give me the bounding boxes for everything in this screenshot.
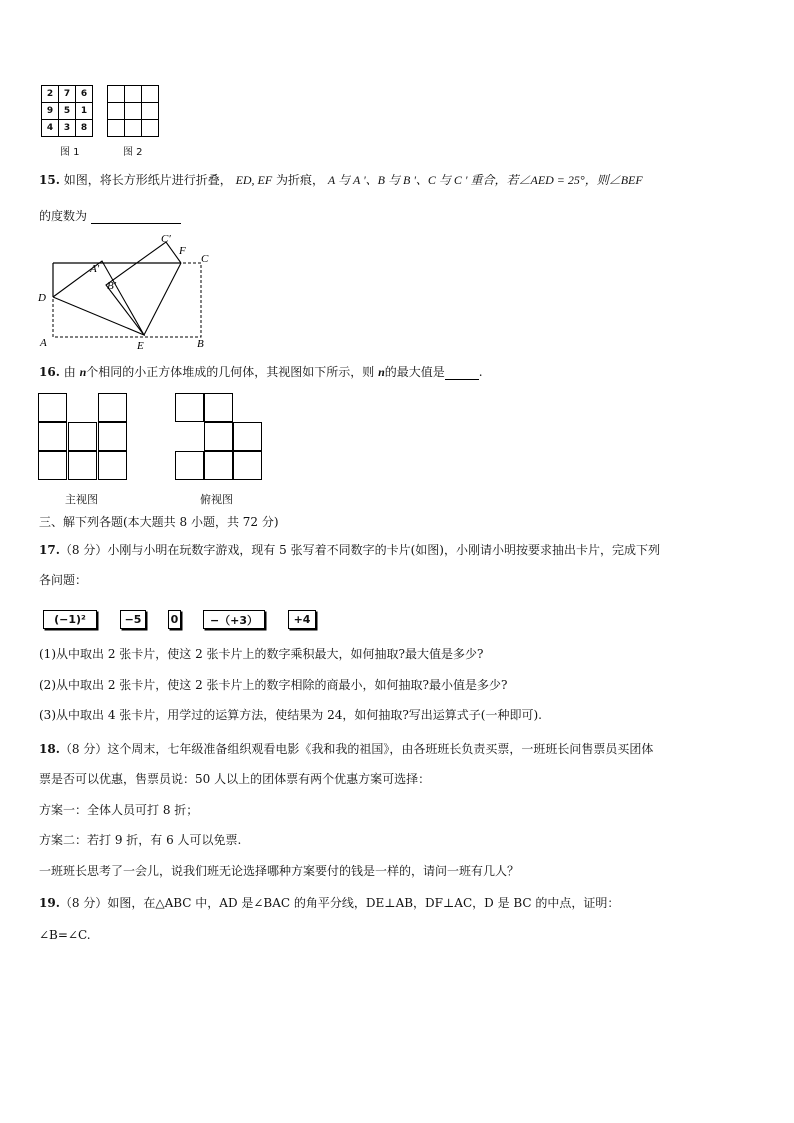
grid-cell <box>142 120 159 137</box>
grid-cell: 6 <box>76 86 93 103</box>
variable-n: n <box>378 365 385 379</box>
number-card: 0 <box>168 610 181 629</box>
question-number: 18. <box>39 742 60 756</box>
question-19-line2: ∠B=∠C. <box>39 928 91 942</box>
question-text: 为折痕， <box>276 173 325 187</box>
figure-2-caption: 图 2 <box>123 147 143 158</box>
crease-ef <box>144 263 181 335</box>
grid-cell: 7 <box>59 86 76 103</box>
cube-square <box>233 422 262 451</box>
label-b-prime: B′ <box>107 280 117 292</box>
number-card: −（+3） <box>203 610 265 629</box>
grid-cell <box>142 103 159 120</box>
number-cards <box>43 610 323 632</box>
question-text: （8 分）如图，在△ABC 中，AD 是∠BAC 的角平分线，DE⊥AB，DF⊥AC，D 是 BC 的中点，证明： <box>59 896 620 910</box>
grid-cell: 8 <box>76 120 93 137</box>
figure-1-grid <box>41 85 93 137</box>
question-number: 19. <box>39 896 60 910</box>
cube-square <box>204 393 233 422</box>
math-creases: ED, EF <box>235 173 273 187</box>
grid-cell: 2 <box>42 86 59 103</box>
cube-square <box>204 422 233 451</box>
cube-square <box>68 451 97 480</box>
question-18-line1 <box>39 741 653 757</box>
grid-cell: 9 <box>42 103 59 120</box>
question-number: 16. <box>39 365 60 379</box>
front-view-figure <box>38 393 128 481</box>
question-text: 的度数为 <box>39 209 88 223</box>
question-17-line1 <box>39 542 660 558</box>
question-18-line5: 一班班长思考了一会儿，说我们班无论选择哪种方案要付的钱是一样的，请问一班有几人？ <box>39 864 520 878</box>
question-17-part2: (2)从中取出 2 张卡片，使这 2 张卡片上的数字相除的商最小，如何抽取?最小值是多少? <box>39 678 508 692</box>
variable-n: n <box>79 365 87 379</box>
label-c: C <box>201 253 209 265</box>
label-d: D <box>38 292 46 304</box>
question-number: 15. <box>39 173 60 187</box>
question-18-plan2: 方案二：若打 9 折，有 6 人可以免票. <box>39 833 242 847</box>
cube-square <box>233 451 262 480</box>
answer-blank[interactable] <box>445 365 479 380</box>
cube-square <box>68 422 97 451</box>
front-view-caption: 主视图 <box>65 493 98 506</box>
answer-blank[interactable] <box>91 209 181 224</box>
label-a-prime: A′ <box>90 263 100 275</box>
cube-square <box>98 422 127 451</box>
folding-diagram <box>36 232 226 352</box>
top-view-caption: 俯视图 <box>200 493 233 506</box>
question-number: 17. <box>39 543 60 557</box>
question-18-line2: 票是否可以优惠，售票员说：50 人以上的团体票有两个优惠方案可选择： <box>39 772 431 786</box>
grid-cell: 3 <box>59 120 76 137</box>
grid-cell <box>108 86 125 103</box>
grid-cell: 1 <box>76 103 93 120</box>
cube-square <box>38 451 67 480</box>
grid-cell <box>108 120 125 137</box>
number-card: +4 <box>288 610 316 629</box>
question-16-text <box>39 364 483 380</box>
number-card: (−1)² <box>43 610 97 629</box>
empty-grid <box>107 85 159 137</box>
question-text: . <box>478 365 483 379</box>
label-c-prime: C′ <box>161 233 171 245</box>
cube-square <box>98 393 127 422</box>
grid-cell <box>125 103 142 120</box>
cube-square <box>175 393 204 422</box>
question-text: 个相同的小正方体堆成的几何体，其视图如下所示，则 <box>86 365 375 379</box>
math-conditions: A 与 A '、B 与 B '、C 与 C ' 重合，若∠AED = 25°，则∠BEF <box>327 173 643 187</box>
label-a: A <box>40 337 47 349</box>
question-text: 如图，将长方形纸片进行折叠， <box>63 173 232 187</box>
label-b: B <box>197 338 204 350</box>
question-15-line2 <box>39 208 181 224</box>
question-18-plan1: 方案一：全体人员可打 8 折； <box>39 803 199 817</box>
question-17-line2: 各问题： <box>39 573 88 587</box>
grid-cell: 4 <box>42 120 59 137</box>
question-19-line1 <box>39 895 619 911</box>
question-text: （8 分）这个周末，七年级准备组织观看电影《我和我的祖国》，由各班班长负责买票，一班班长问售票员买团体 <box>59 742 654 756</box>
question-15-line1 <box>39 172 643 188</box>
section-heading: 三、解下列各题(本大题共 8 小题，共 72 分) <box>39 515 279 529</box>
grid-cell <box>125 120 142 137</box>
question-17-part3: (3)从中取出 4 张卡片，用学过的运算方法，使结果为 24，如何抽取?写出运算式子(一种即可). <box>39 708 542 722</box>
top-view-figure <box>175 393 265 481</box>
cube-square <box>204 451 233 480</box>
label-f: F <box>179 245 186 257</box>
figure-2-grid <box>107 85 159 137</box>
cube-square <box>98 451 127 480</box>
grid-cell: 5 <box>59 103 76 120</box>
grid-cell <box>125 86 142 103</box>
question-text: （8 分）小刚与小明在玩数字游戏，现有 5 张写着不同数字的卡片(如图)，小刚请小明按要求抽出卡片，完成下列 <box>59 543 660 557</box>
magic-square-grid <box>41 85 93 137</box>
cube-square <box>38 393 67 422</box>
cube-square <box>175 451 204 480</box>
question-text: 的最大值是 <box>384 365 445 379</box>
grid-cell <box>108 103 125 120</box>
grid-cell <box>142 86 159 103</box>
question-text: 由 <box>63 365 76 379</box>
question-17-part1: (1)从中取出 2 张卡片，使这 2 张卡片上的数字乘积最大，如何抽取?最大值是多少? <box>39 647 484 661</box>
cube-square <box>38 422 67 451</box>
number-card: −5 <box>120 610 146 629</box>
figure-1-caption: 图 1 <box>60 147 80 158</box>
label-e: E <box>137 340 144 352</box>
original-rectangle <box>53 263 201 337</box>
